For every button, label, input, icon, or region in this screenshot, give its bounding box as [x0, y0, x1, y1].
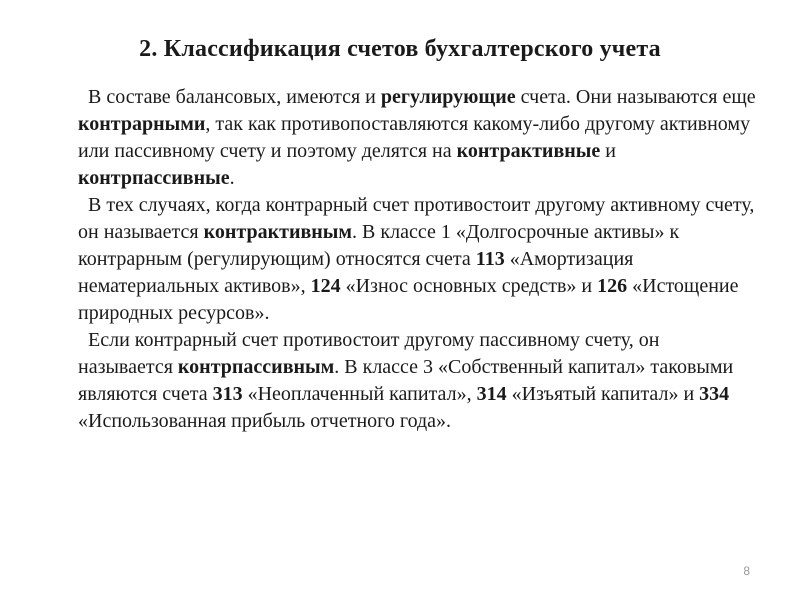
bold-term: контрпассивные — [78, 167, 230, 189]
bold-term: контрпассивным — [177, 356, 335, 378]
text-run: «Износ основных средств» и — [340, 275, 598, 297]
paragraph-contra-active — [78, 192, 758, 327]
bold-term: регулирующие — [380, 86, 516, 108]
text-run: «Неоплаченный капитал», — [242, 383, 477, 405]
text-run: , так как противопоставляются какому-либо другому активному или пассивному счету и поэтому делятся на — [78, 113, 751, 162]
text-run: . — [229, 167, 235, 189]
text-run: и — [600, 140, 616, 162]
bold-term: контрактивным — [203, 221, 353, 243]
paragraph-contra-passive — [78, 327, 758, 435]
text-run: Если контрарный счет противостоит другому пассивному счету, он называется — [78, 329, 660, 378]
text-run: В тех случаях, когда контрарный счет противостоит другому активному счету, он называется — [78, 194, 755, 243]
text-run: В составе балансовых, имеются и — [88, 86, 381, 108]
slide-body — [78, 84, 758, 435]
page-number: 8 — [743, 564, 750, 578]
bold-term: 314 — [476, 383, 507, 405]
bold-term: 126 — [597, 275, 628, 297]
text-run: «Изъятый капитал» и — [506, 383, 700, 405]
text-run: счета. Они называются еще — [515, 86, 756, 108]
bold-term: 124 — [310, 275, 341, 297]
bold-term: контрактивные — [456, 140, 601, 162]
bold-term: 313 — [212, 383, 243, 405]
bold-term: контрарными — [78, 113, 206, 135]
text-run: «Истощение природных ресурсов». — [78, 275, 739, 324]
bold-term: 334 — [699, 383, 730, 405]
paragraph-regulating-accounts — [78, 84, 758, 192]
text-run: . В классе 3 «Собственный капитал» таковыми являются счета — [78, 356, 734, 405]
text-run: «Амортизация нематериальных активов», — [78, 248, 634, 297]
slide-title: 2. Классификация счетов бухгалтерского учета — [139, 36, 661, 62]
text-run: «Использованная прибыль отчетного года». — [78, 410, 452, 432]
bold-term: 113 — [475, 248, 505, 270]
text-run: . В классе 1 «Долгосрочные активы» к контрарным (регулирующим) относятся счета — [78, 221, 680, 270]
